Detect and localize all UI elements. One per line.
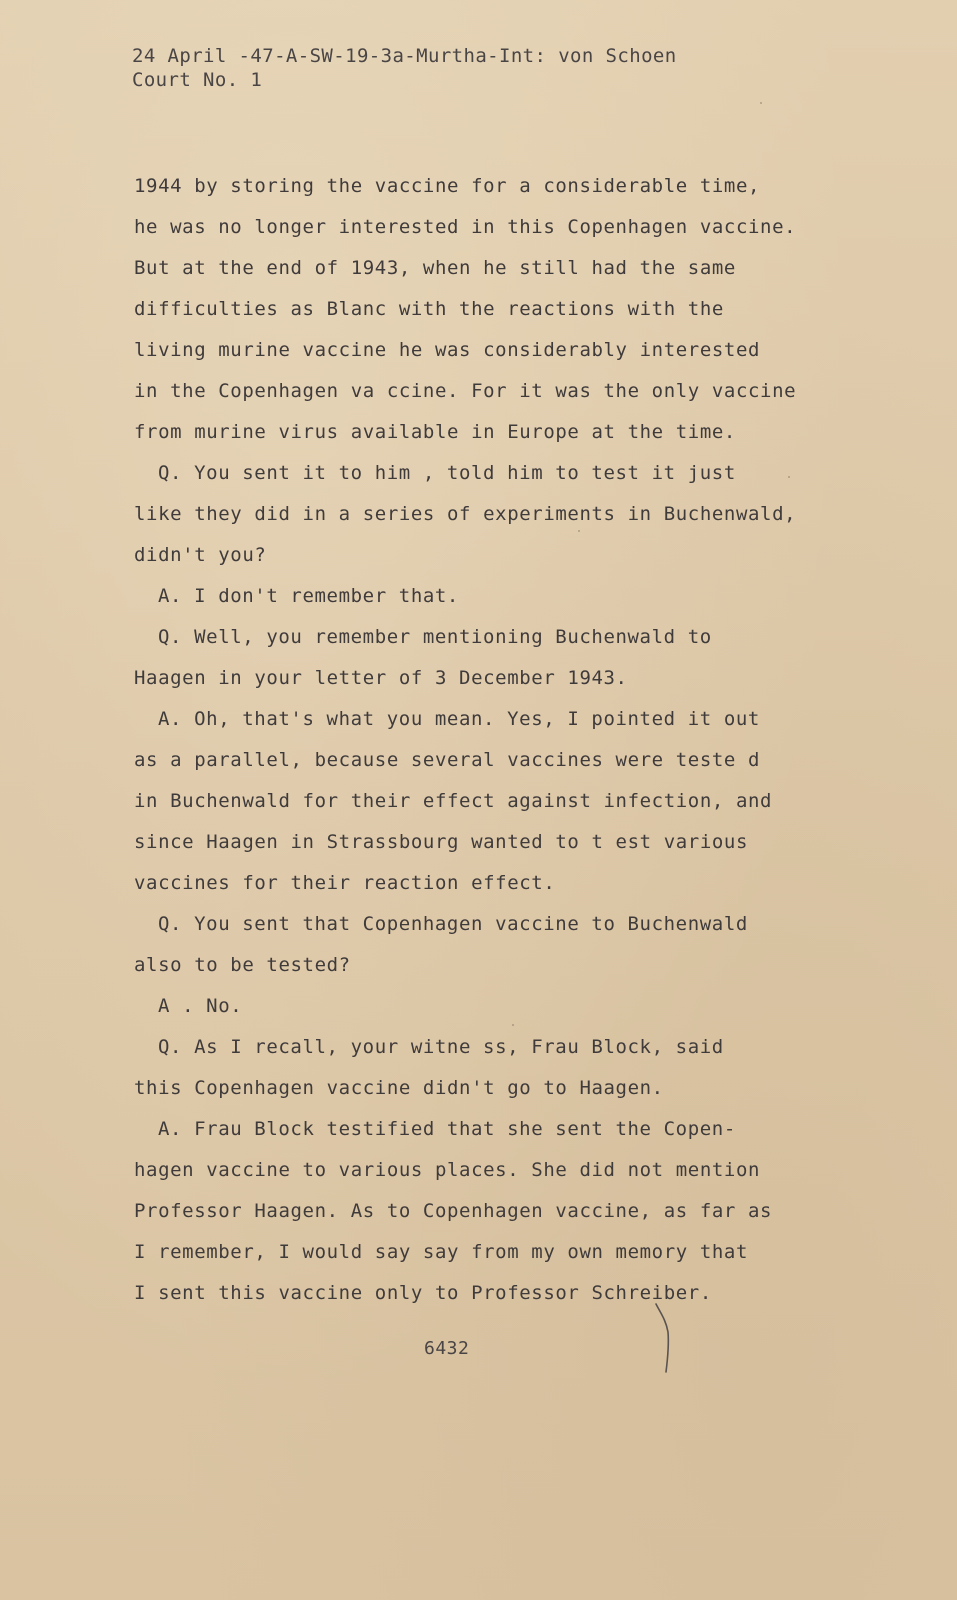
- transcript-line: from murine virus available in Europe at the time.: [134, 421, 736, 443]
- pencil-bracket-mark: [650, 1300, 690, 1380]
- transcript-line: he was no longer interested in this Copenhagen vaccine.: [134, 216, 797, 238]
- transcript-line: I remember, I would say say from my own memory that: [134, 1241, 748, 1263]
- transcript-line: vaccines for their reaction effect.: [134, 872, 556, 894]
- paper-speck: [788, 476, 790, 478]
- header-line-2: Court No. 1: [132, 69, 263, 91]
- paper-speck: [512, 1024, 514, 1026]
- transcript-line: A. Oh, that's what you mean. Yes, I pointed it out: [158, 708, 760, 730]
- transcript-line: Q. You sent that Copenhagen vaccine to Buchenwald: [158, 913, 748, 935]
- transcript-line: Haagen in your letter of 3 December 1943.: [134, 667, 628, 689]
- transcript-line: But at the end of 1943, when he still had the same: [134, 257, 736, 279]
- header-line-1: 24 April -47-A-SW-19-3a-Murtha-Int: von Schoen: [132, 45, 677, 67]
- document-header: [132, 44, 677, 92]
- transcript-line: A. Frau Block testified that she sent the Copen-: [158, 1118, 736, 1140]
- transcript-body: [134, 166, 934, 1314]
- transcript-line: as a parallel, because several vaccines were teste d: [134, 749, 761, 771]
- paper-speck: [760, 102, 762, 104]
- transcript-line: A. I don't remember that.: [158, 585, 459, 607]
- transcript-line: A . No.: [158, 995, 243, 1017]
- transcript-line: like they did in a series of experiments in Buchenwald,: [134, 503, 797, 525]
- transcript-line: didn't you?: [134, 544, 267, 566]
- paper-speck: [578, 530, 580, 532]
- transcript-line: in the Copenhagen va ccine. For it was the only vaccine: [134, 380, 797, 402]
- transcript-line: also to be tested?: [134, 954, 351, 976]
- transcript-line: Q. As I recall, your witne ss, Frau Block, said: [158, 1036, 724, 1058]
- transcript-line: hagen vaccine to various places. She did not mention: [134, 1159, 761, 1181]
- transcript-line: since Haagen in Strassbourg wanted to t est various: [134, 831, 748, 853]
- transcript-line: 1944 by storing the vaccine for a considerable time,: [134, 175, 761, 197]
- transcript-line: in Buchenwald for their effect against infection, and: [134, 790, 773, 812]
- transcript-line: difficulties as Blanc with the reactions with the: [134, 298, 724, 320]
- transcript-line: Q. You sent it to him , told him to test it just: [158, 462, 736, 484]
- page-number: 6432: [424, 1338, 470, 1359]
- transcript-line: living murine vaccine he was considerably interested: [134, 339, 761, 361]
- transcript-line: Q. Well, you remember mentioning Buchenwald to: [158, 626, 712, 648]
- transcript-line: this Copenhagen vaccine didn't go to Haagen.: [134, 1077, 664, 1099]
- transcript-line: I sent this vaccine only to Professor Schreiber.: [134, 1282, 712, 1304]
- transcript-line: Professor Haagen. As to Copenhagen vaccine, as far as: [134, 1200, 773, 1222]
